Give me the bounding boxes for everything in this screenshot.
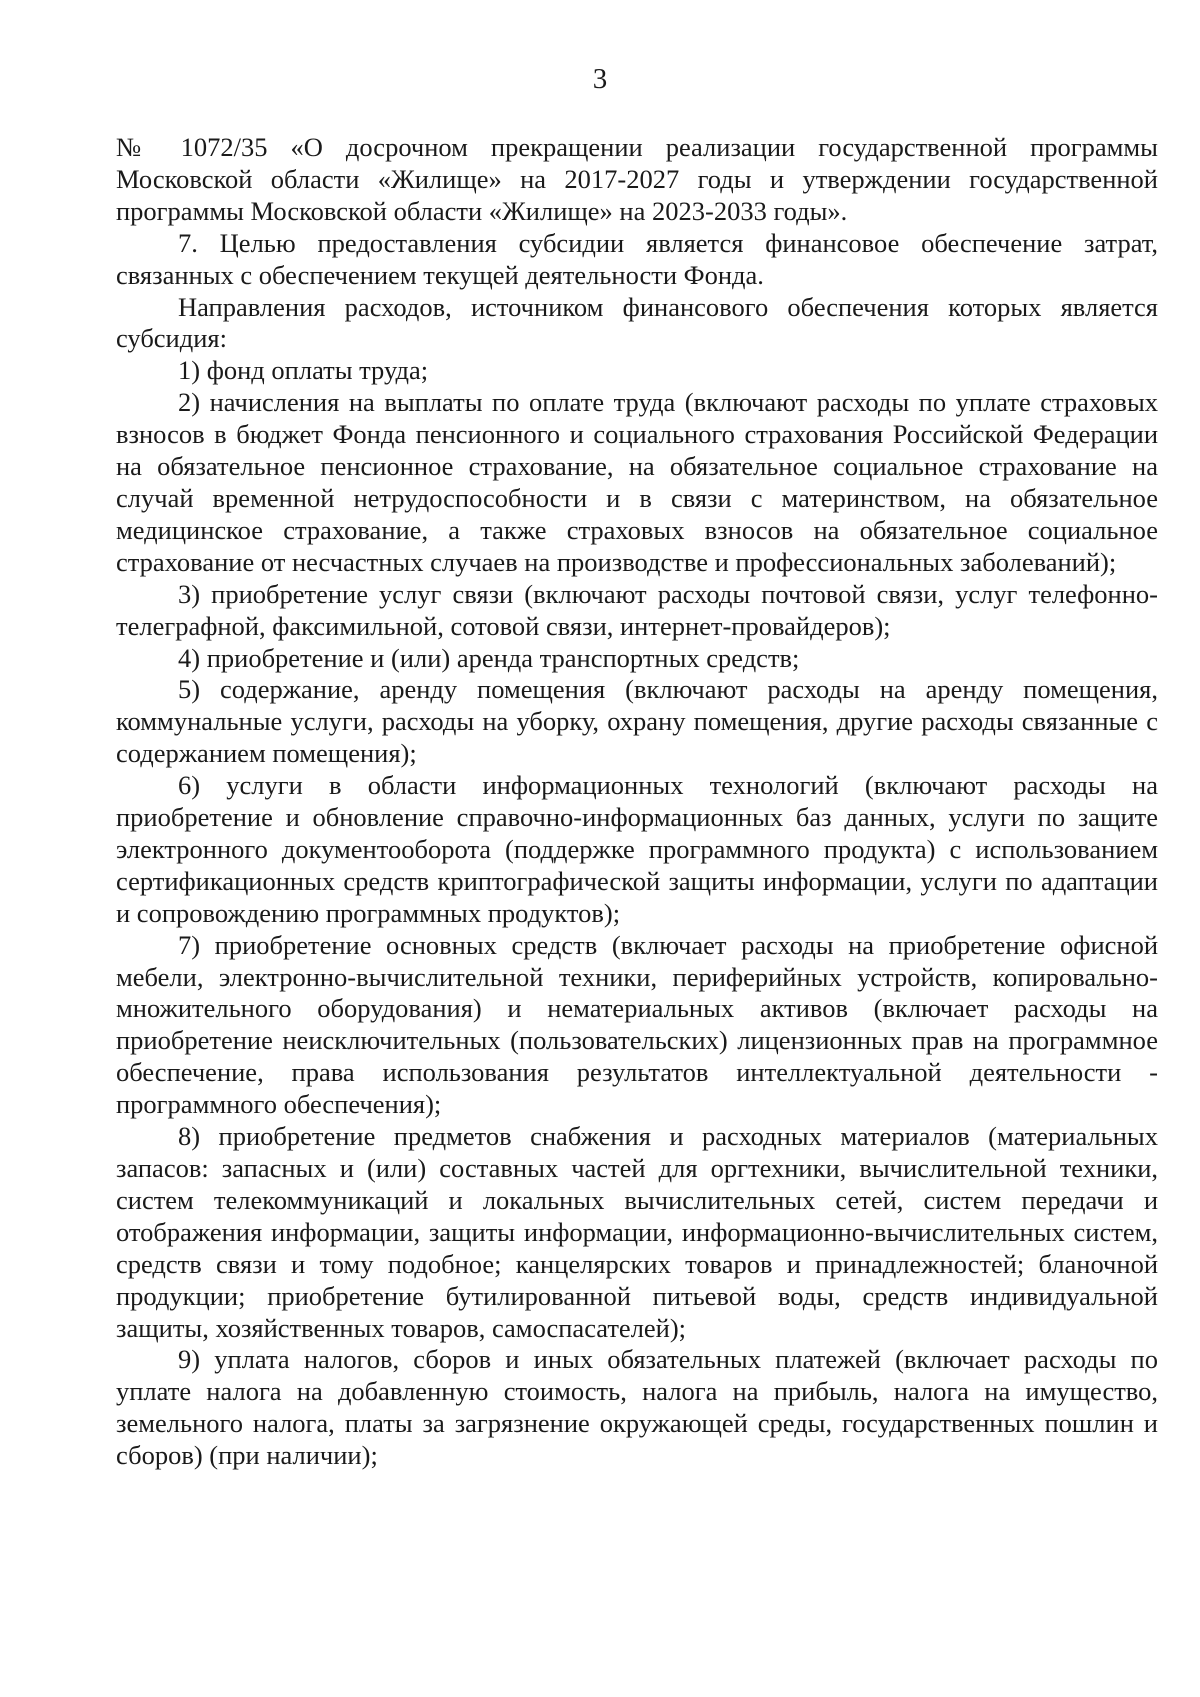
page-number: 3 [592,63,608,95]
list-item-9: 9) уплата налогов, сборов и иных обязательных платежей (включает расходы по уплате налога на добавленную стоимость, налога на прибыль, налога на имущество, земельного налога, платы за загрязнение окружающей среды, государственных пошлин и сборов) (при наличии); [116,1344,1158,1471]
list-item-1: 1) фонд оплаты труда; [178,355,429,386]
paragraph-item-7: 7. Целью предоставления субсидии является финансовое обеспечение затрат, связанных с обеспечением текущей деятельности Фонда. [116,227,1158,290]
list-item-7: 7) приобретение основных средств (включает расходы на приобретение офисной мебели, электронно-вычислительной техники, периферийных устройств, копировально-множительного оборудования) и нематериальных активов (включает расходы на приобретение неисключительных (пользовательских) лицензионных прав на программное обеспечение, права использования результатов интеллектуальной деятельности - программного обеспечения); [116,929,1158,1120]
paragraph-expense-directions: Направления расходов, источником финансового обеспечения которых является субсидия: [116,291,1158,354]
list-item-3: 3) приобретение услуг связи (включают расходы почтовой связи, услуг телефонно-телеграфной, факсимильной, сотовой связи, интернет-провайдеров); [116,578,1158,641]
list-item-5: 5) содержание, аренду помещения (включают расходы на аренду помещения, коммунальные услуги, расходы на уборку, охрану помещения, другие расходы связанные с содержанием помещения); [116,674,1158,769]
list-item-4: 4) приобретение и (или) аренда транспортных средств; [178,642,800,673]
list-item-6: 6) услуги в области информационных технологий (включают расходы на приобретение и обновление справочно-информационных баз данных, услуги по защите электронного документооборота (поддержке программного продукта) с использованием сертификационных средств криптографической защиты информации, услуги по адаптации и сопровождению программных продуктов); [116,770,1158,928]
document-body [116,132,1158,1472]
paragraph-continuation: № 1072/35 «О досрочном прекращении реализации государственной программы Московской области «Жилище» на 2017-2027 годы и утверждении государственной программы Московской области «Жилище» на 2023-2033 годы». [116,132,1158,226]
list-item-2: 2) начисления на выплаты по оплате труда (включают расходы по уплате страховых взносов в бюджет Фонда пенсионного и социального страхования Российской Федерации на обязательное пенсионное страхование, на обязательное социальное страхование на случай временной нетрудоспособности и в связи с материнством, на обязательное медицинское страхование, а также страховых взносов на обязательное социальное страхование от несчастных случаев на производстве и профессиональных заболеваний); [116,387,1158,577]
list-item-8: 8) приобретение предметов снабжения и расходных материалов (материальных запасов: запасных и (или) составных частей для оргтехники, вычислительной техники, систем телекоммуникаций и локальных вычислительных сетей, систем передачи и отображения информации, защиты информации, информационно-вычислительных систем, средств связи и тому подобное; канцелярских товаров и принадлежностей; бланочной продукции; приобретение бутилированной питьевой воды, средств индивидуальной защиты, хозяйственных товаров, самоспасателей); [116,1121,1158,1343]
